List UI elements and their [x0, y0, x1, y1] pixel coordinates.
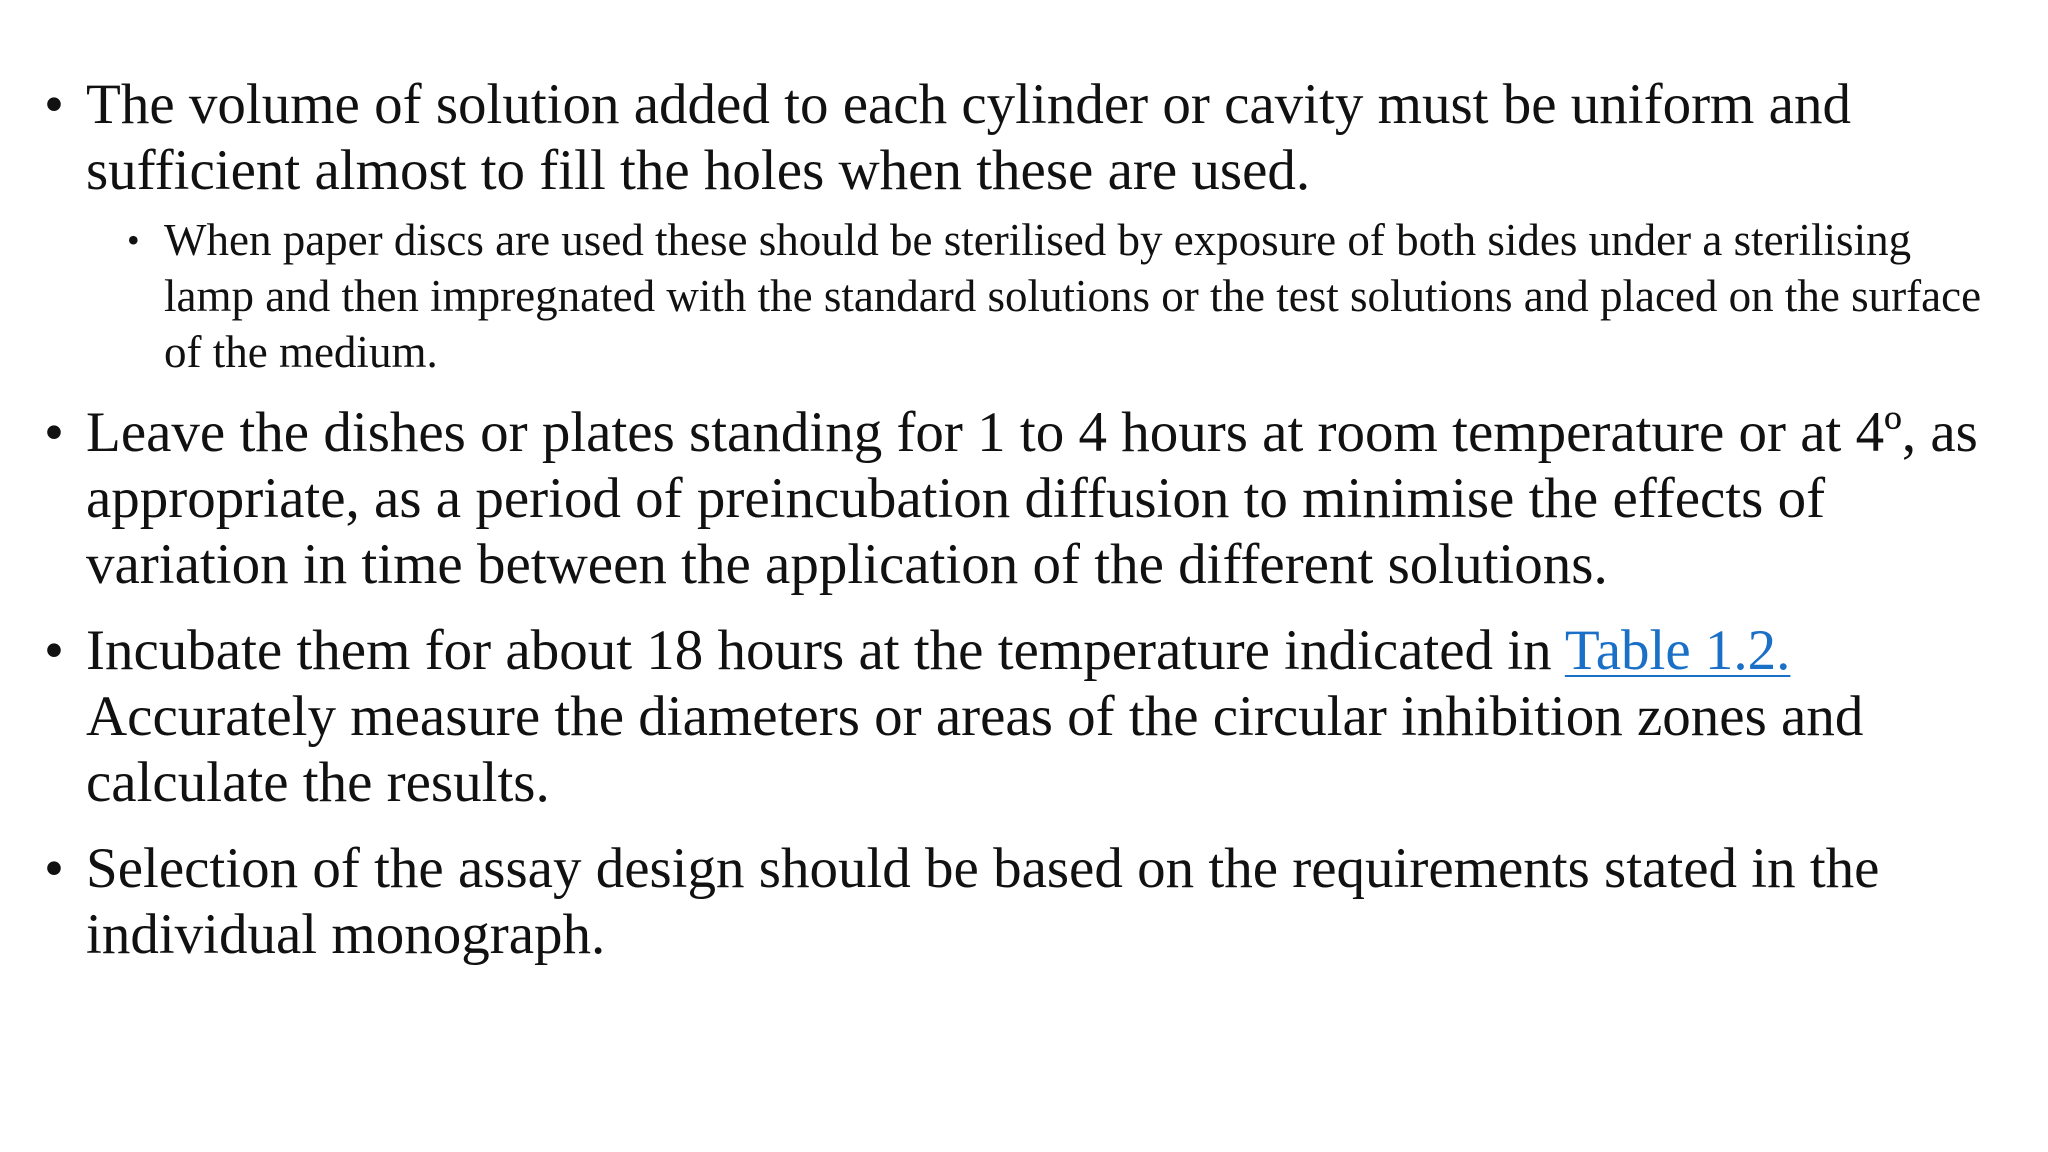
bullet-item-volume: [44, 72, 2004, 380]
table-link[interactable]: Table 1.2.: [1564, 619, 1791, 682]
bullet-text-after-link: Accurately measure the diameters or areas of the circular inhibition zones and calculate the results.: [86, 685, 1864, 814]
bullet-text: Selection of the assay design should be based on the requirements stated in the individual monograph.: [86, 837, 1880, 966]
sub-bullet-item-paper-discs: [44, 212, 2004, 380]
bullet-list: [44, 72, 2004, 988]
bullet-item-incubate: [44, 618, 2004, 816]
bullet-text-before-link: Incubate them for about 18 hours at the temperature indicated in: [86, 619, 1565, 682]
bullet-text: The volume of solution added to each cylinder or cavity must be uniform and sufficient almost to fill the holes when these are used.: [86, 73, 1851, 202]
sub-bullet-text: When paper discs are used these should be sterilised by exposure of both sides under a sterilising lamp and then impregnated with the standard solutions or the test solutions and placed on the surface of the medium.: [164, 215, 1982, 377]
bullet-item-preincubation: [44, 400, 2004, 598]
bullet-item-assay-design: [44, 836, 2004, 968]
bullet-text: Leave the dishes or plates standing for 1 to 4 hours at room temperature or at 4º, as appropriate, as a period of preincubation diffusion to minimise the effects of variation in time between the application of the different solutions.: [86, 401, 1978, 596]
sub-bullet-list: [86, 212, 2004, 380]
